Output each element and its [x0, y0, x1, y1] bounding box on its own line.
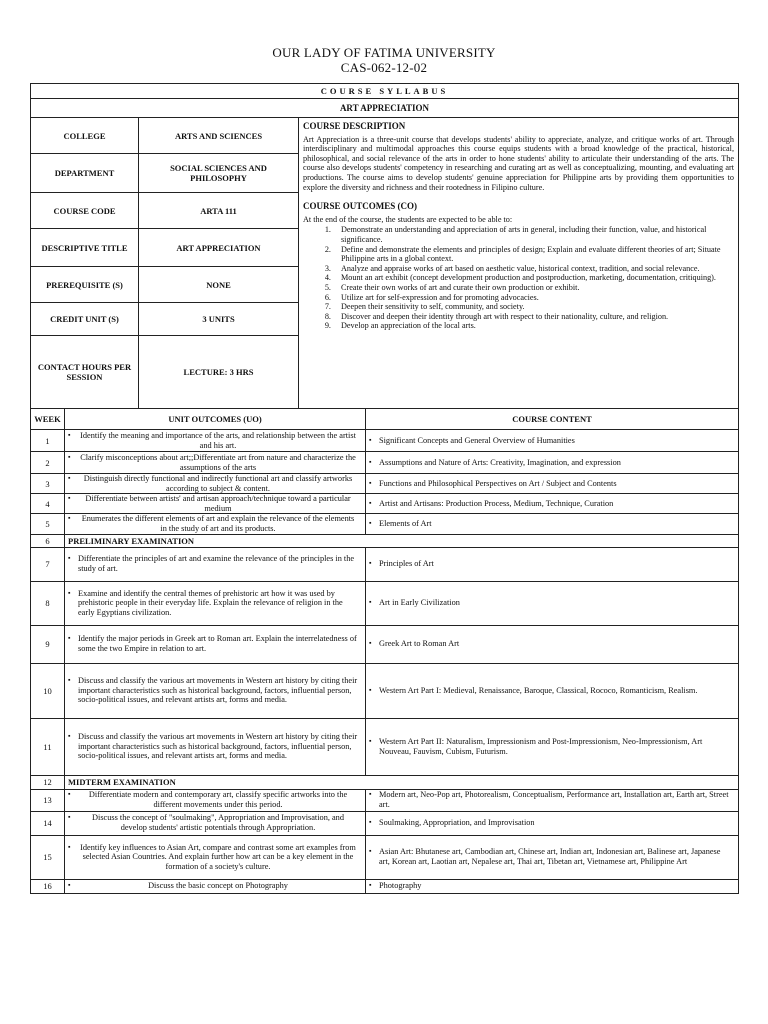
unit-outcome-cell: [65, 452, 366, 474]
unit-outcome-cell: [65, 514, 366, 534]
week-number: 2: [31, 452, 65, 474]
square-bullet-icon: ▪: [68, 842, 71, 851]
course-content-cell: [366, 789, 739, 811]
course-content-cell: [366, 581, 739, 625]
course-content-cell: [366, 663, 739, 718]
course-content-text: Soulmaking, Appropriation, and Improvisation: [379, 818, 535, 828]
week-number: 6: [31, 534, 65, 547]
outcome-item: 1. Demonstrate an understanding and appreciation of arts in general, including their function, value, and historical significance.: [333, 225, 734, 244]
description-heading: COURSE DESCRIPTION: [303, 121, 406, 131]
outcome-item: 6. Utilize art for self-expression and for promoting advocacies.: [333, 293, 734, 303]
unit-outcome-text: Discuss the concept of "soulmaking", Appropriation and Improvisation, and develop students' artistic potentials through Appropriation.: [92, 813, 344, 833]
course-name: ART APPRECIATION: [31, 99, 739, 118]
square-bullet-icon: ▪: [68, 430, 71, 439]
info-label: PREREQUISITE (S): [31, 267, 139, 303]
table-row: [31, 474, 739, 494]
table-row: [31, 879, 739, 893]
square-bullet-icon: ▪: [68, 813, 71, 822]
syllabus-title: COURSE SYLLABUS: [31, 84, 739, 99]
square-bullet-icon: ▪: [369, 559, 372, 568]
unit-outcome-text: Identify the major periods in Greek art to Roman art. Explain the interrelatedness of some the two Empire in relation to art.: [78, 634, 357, 654]
unit-outcome-text: Discuss and classify the various art movements in Western art history by citing their important characteristics such as historical background, factors, influential person, socio-political issues, and relevant artists art, forms and media.: [78, 676, 358, 705]
week-rows: [31, 430, 739, 894]
info-label: DESCRIPTIVE TITLE: [31, 229, 139, 267]
unit-outcome-text: Differentiate modern and contemporary art, classify specific artworks into the different movements under this period.: [88, 790, 348, 810]
week-number: 14: [31, 811, 65, 835]
outcome-item: 8. Discover and deepen their identity through art with respect to their nationality, culture, and religion.: [333, 312, 734, 322]
info-value: ARTS AND SCIENCES: [139, 118, 299, 154]
info-label: COLLEGE: [31, 118, 139, 154]
unit-outcome-cell: [65, 879, 366, 893]
week-number: 11: [31, 718, 65, 775]
unit-outcome-text: Differentiate the principles of art and examine the relevance of the principles in the study of art.: [78, 554, 355, 574]
outcome-item: 3. Analyze and appraise works of art based on aesthetic value, historical context, tradition, and social relevance.: [333, 264, 734, 274]
table-row: [31, 718, 739, 775]
course-content-text: Significant Concepts and General Overview of Humanities: [379, 435, 575, 445]
course-content-text: Principles of Art: [379, 559, 434, 569]
week-number: 9: [31, 625, 65, 663]
square-bullet-icon: ▪: [369, 478, 372, 487]
unit-outcome-cell: [65, 625, 366, 663]
course-content-cell: [366, 514, 739, 534]
outcome-item: 9. Develop an appreciation of the local arts.: [333, 321, 734, 331]
outcomes-list: [303, 225, 734, 331]
course-content-text: Functions and Philosophical Perspectives on Art / Subject and Contents: [379, 478, 617, 488]
course-content-cell: [366, 811, 739, 835]
week-number: 1: [31, 430, 65, 452]
square-bullet-icon: ▪: [68, 676, 71, 685]
uo-header: UNIT OUTCOMES (UO): [65, 409, 366, 430]
course-content-cell: [366, 494, 739, 514]
course-content-text: Artist and Artisans: Production Process, Medium, Technique, Curation: [379, 498, 614, 508]
outcome-item: 5. Create their own works of art and curate their own production or exhibit.: [333, 283, 734, 293]
square-bullet-icon: ▪: [369, 498, 372, 507]
unit-outcome-cell: [65, 547, 366, 581]
course-content-text: Asian Art: Bhutanese art, Cambodian art, Chinese art, Indian art, Indonesian art, Balinese art, Japanese art, Korean art, Laotian art, Nepalese art, Thai art, Tibetan art, Vietnamese art, Philippine Art: [379, 847, 721, 867]
info-label: DEPARTMENT: [31, 154, 139, 193]
week-number: 3: [31, 474, 65, 494]
square-bullet-icon: ▪: [369, 639, 372, 648]
square-bullet-icon: ▪: [68, 634, 71, 643]
unit-outcome-cell: [65, 581, 366, 625]
table-row: [31, 452, 739, 474]
outcomes-intro: At the end of the course, the students are expected to be able to:: [303, 214, 513, 224]
info-label: CREDIT UNIT (S): [31, 303, 139, 336]
course-content-cell: [366, 547, 739, 581]
course-content-text: Modern art, Neo-Pop art, Photorealism, Conceptualism, Performance art, Installation art, Earth art, Street art.: [379, 790, 729, 810]
course-content-text: Assumptions and Nature of Arts: Creativity, Imagination, and expression: [379, 457, 621, 467]
info-value: SOCIAL SCIENCES AND PHILOSOPHY: [139, 154, 299, 193]
table-row: [31, 811, 739, 835]
square-bullet-icon: ▪: [369, 881, 372, 890]
course-content-text: Western Art Part II: Naturalism, Impressionism and Post-Impressionism, Neo-Impressionism, Art Nouveau, Fauvism, Cubism, Futurism.: [379, 736, 703, 756]
unit-outcome-text: Differentiate between artists' and artisan approach/technique toward a particular medium: [85, 494, 351, 513]
course-content-cell: [366, 718, 739, 775]
week-number: 5: [31, 514, 65, 534]
course-content-cell: [366, 430, 739, 452]
square-bullet-icon: ▪: [68, 554, 71, 563]
info-value: 3 UNITS: [139, 303, 299, 336]
square-bullet-icon: ▪: [68, 790, 71, 799]
course-content-cell: [366, 474, 739, 494]
square-bullet-icon: ▪: [68, 881, 71, 890]
week-header: WEEK: [31, 409, 65, 430]
table-row: [31, 625, 739, 663]
info-label: CONTACT HOURS PER SESSION: [31, 336, 139, 409]
info-value: LECTURE: 3 HRS: [139, 336, 299, 409]
syllabus-info-table: [30, 83, 739, 409]
course-content-cell: [366, 625, 739, 663]
course-content-text: Western Art Part I: Medieval, Renaissance, Baroque, Classical, Rococo, Romanticism, Realism.: [379, 685, 698, 695]
table-row: [31, 775, 739, 789]
course-content-cell: [366, 835, 739, 879]
square-bullet-icon: ▪: [68, 732, 71, 741]
university-name: OUR LADY OF FATIMA UNIVERSITY: [272, 45, 496, 60]
unit-outcome-text: Clarify misconceptions about art;;Differentiate art from nature and characterize the assumptions of the arts: [80, 452, 356, 472]
document-code: CAS-062-12-02: [340, 60, 428, 75]
table-row: [31, 789, 739, 811]
table-row: [31, 494, 739, 514]
square-bullet-icon: ▪: [369, 685, 372, 694]
square-bullet-icon: ▪: [369, 847, 372, 856]
exam-label: MIDTERM EXAMINATION: [65, 775, 739, 789]
week-number: 4: [31, 494, 65, 514]
course-content-cell: [366, 879, 739, 893]
course-content-text: Greek Art to Roman Art: [379, 639, 460, 649]
course-content-cell: [366, 452, 739, 474]
square-bullet-icon: ▪: [68, 474, 71, 482]
week-number: 8: [31, 581, 65, 625]
outcome-item: 2. Define and demonstrate the elements and principles of design; Explain and evaluate different theories of art; Situate Philippine arts in a global context.: [333, 245, 734, 264]
unit-outcome-cell: [65, 663, 366, 718]
square-bullet-icon: ▪: [369, 736, 372, 745]
unit-outcome-text: Distinguish directly functional and indirectly functional art and classify artworks according to subject & content.: [83, 474, 353, 493]
info-value: ARTA 111: [139, 193, 299, 229]
week-number: 16: [31, 879, 65, 893]
outcomes-heading: COURSE OUTCOMES (CO): [303, 201, 418, 212]
unit-outcome-cell: [65, 718, 366, 775]
unit-outcome-text: Identify the meaning and importance of the arts, and relationship between the artist and his art.: [80, 430, 356, 450]
square-bullet-icon: ▪: [369, 598, 372, 607]
course-content-text: Art in Early Civilization: [379, 598, 460, 608]
exam-label: PRELIMINARY EXAMINATION: [65, 534, 739, 547]
unit-outcome-cell: [65, 494, 366, 514]
unit-outcome-text: Enumerates the different elements of art and explain the relevance of the elements in the study of art and its products.: [81, 514, 355, 533]
square-bullet-icon: ▪: [369, 790, 372, 799]
square-bullet-icon: ▪: [68, 588, 71, 597]
unit-outcome-cell: [65, 789, 366, 811]
week-number: 10: [31, 663, 65, 718]
unit-outcome-cell: [65, 811, 366, 835]
square-bullet-icon: ▪: [68, 514, 71, 523]
table-row: [31, 663, 739, 718]
unit-outcome-cell: [65, 835, 366, 879]
unit-outcome-text: Discuss and classify the various art movements in Western art history by citing their important characteristics such as historical background, factors, influential person, socio-political issues, and relevant artists art, forms and media.: [78, 732, 358, 761]
week-number: 7: [31, 547, 65, 581]
unit-outcome-text: Identify key influences to Asian Art, compare and contrast some art examples from selected Asian Countries. And explain further how art can be a key element in the formation of a society's culture.: [80, 842, 356, 871]
table-row: [31, 835, 739, 879]
week-number: 12: [31, 775, 65, 789]
course-details-panel: [299, 118, 739, 409]
square-bullet-icon: ▪: [369, 457, 372, 466]
info-value: NONE: [139, 267, 299, 303]
outcome-item: 4. Mount an art exhibit (concept development production and postproduction, marketing, documentation, critiquing).: [333, 273, 734, 283]
table-row: [31, 547, 739, 581]
unit-outcome-text: Discuss the basic concept on Photography: [148, 881, 288, 891]
table-row: [31, 581, 739, 625]
square-bullet-icon: ▪: [68, 494, 71, 503]
square-bullet-icon: ▪: [369, 519, 372, 528]
info-value: ART APPRECIATION: [139, 229, 299, 267]
square-bullet-icon: ▪: [68, 452, 71, 461]
unit-outcome-cell: [65, 474, 366, 494]
content-header: COURSE CONTENT: [366, 409, 739, 430]
square-bullet-icon: ▪: [369, 435, 372, 444]
course-content-text: Photography: [379, 881, 422, 891]
outcome-item: 7. Deepen their sensitivity to self, community, and society.: [333, 302, 734, 312]
course-description: Art Appreciation is a three-unit course that develops students' ability to appreciate, analyze, and critique works of art. Through interdisciplinary and multimodal approaches this course equips students with a broad knowledge of the practical, historical, philosophical, and social relevance of the arts in order to hone students' ability to articulate their understanding of the arts. The course also develops students' competency in researching and curating art as well as conceptualizing, mounting, and evaluating art productions. The course aims to develop students' genuine appreciation for Philippine arts by providing them opportunities to explore the diversity and richness and their rootedness in Filipino culture.: [303, 134, 734, 192]
weekly-schedule-table: [30, 408, 739, 894]
table-row: [31, 534, 739, 547]
table-row: [31, 514, 739, 534]
unit-outcome-cell: [65, 430, 366, 452]
week-number: 15: [31, 835, 65, 879]
unit-outcome-text: Examine and identify the central themes of prehistoric art how it was used by prehistoric people in their everyday life. Explain the relevance of religion in the early Egyptians civilization.: [78, 588, 343, 617]
info-label: COURSE CODE: [31, 193, 139, 229]
table-row: [31, 430, 739, 452]
square-bullet-icon: ▪: [369, 818, 372, 827]
week-number: 13: [31, 789, 65, 811]
course-content-text: Elements of Art: [379, 519, 432, 529]
